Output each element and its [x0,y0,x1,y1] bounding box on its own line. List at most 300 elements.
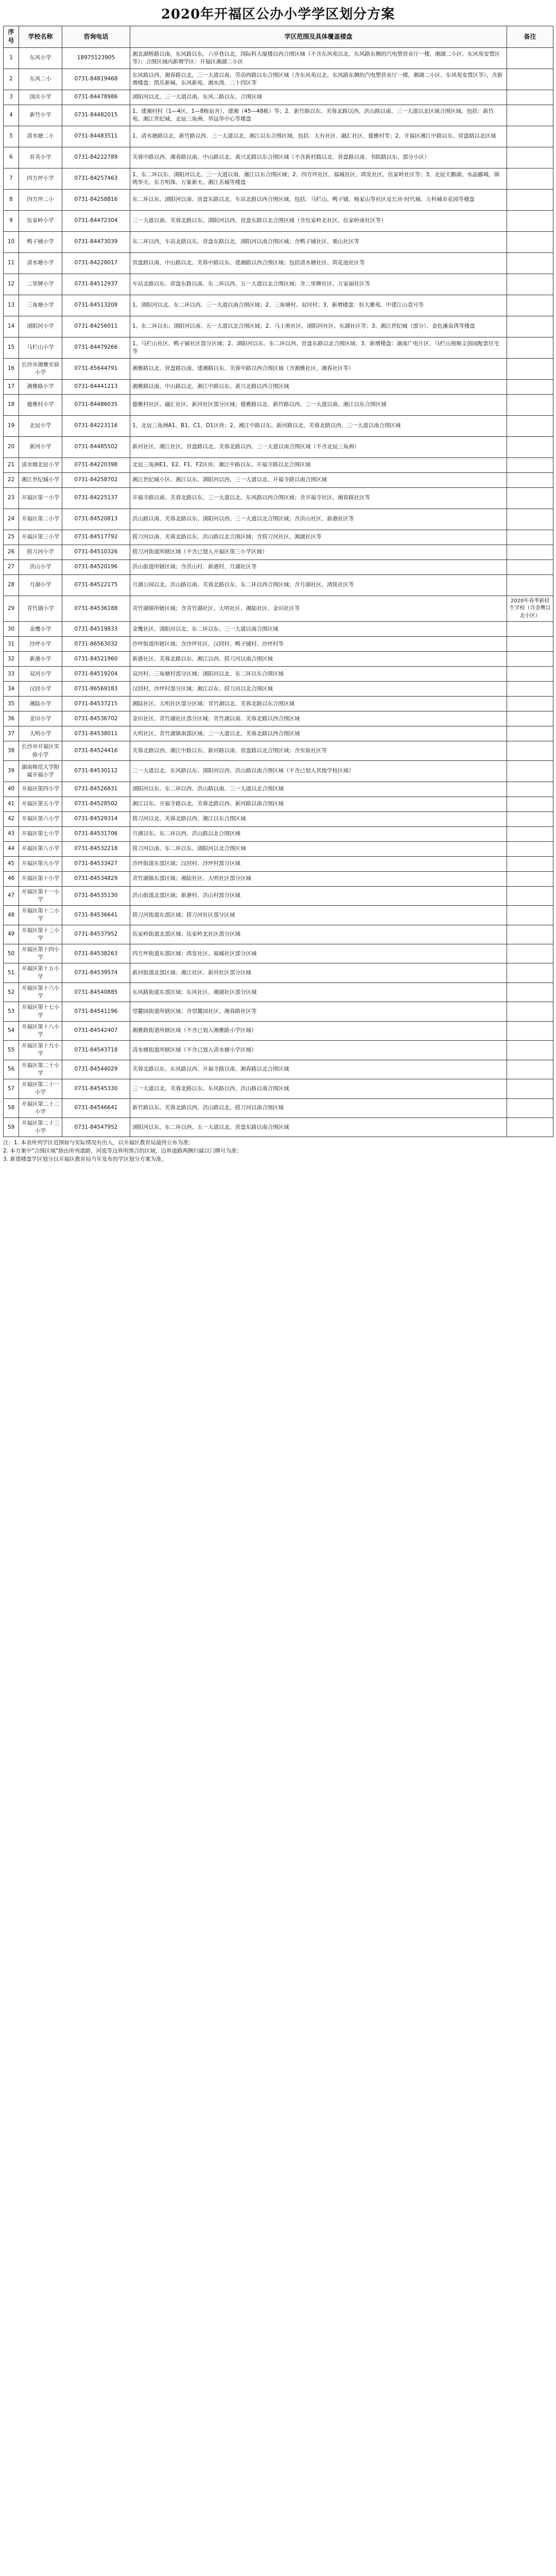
cell-school-name: 湘江世纪城小学 [19,472,62,487]
cell-no: 31 [4,637,19,652]
cell-school-name: 开福区第五小学 [19,796,62,811]
cell-note [507,47,553,69]
table-row [4,47,553,69]
cell-note [507,436,553,457]
cell-phone: 0731-84819468 [62,69,130,90]
cell-note [507,105,553,126]
cell-school-name: 鸭子铺小学 [19,231,62,252]
cell-note [507,622,553,637]
cell-school-name: 东风小学 [19,47,62,69]
cell-no: 32 [4,652,19,667]
table-row [4,726,553,741]
cell-no: 4 [4,105,19,126]
cell-district-area: 1、东二环以东、浏阳河以北、三一大道以南、湘江以东合围区域；2、四方坪社区、福城社区、鸿发社区、伍家岭社区等；3、北辰天鹅湖、水晶郦城、锦绣华天、东方明珠、万象新天、湘江名城等楼盘 [130,168,507,189]
cell-school-name: 新港小学 [19,652,62,667]
table-row [4,782,553,796]
cell-district-area: 1、清水塘路以北、新竹路以西、三一大道以北、湘江以东合围区域，包括：大有社区、融汇社区、德雅村等；2、开福区湘江中路以东、营盘路以北区域 [130,126,507,147]
school-district-table [3,26,553,1137]
cell-no: 3 [4,90,19,105]
cell-school-name: 青竹湖小学 [19,596,62,622]
cell-no: 12 [4,274,19,295]
cell-phone: 0731-84544029 [62,1060,130,1079]
cell-phone: 0731-84513208 [62,295,130,316]
cell-phone: 0731-84533427 [62,856,130,871]
cell-note [507,711,553,726]
cell-district-area: 湘江世纪城小区、湘江以东、浏阳河以西、三一大道以北、开福寺路以南合围区域 [130,472,507,487]
cell-no: 5 [4,126,19,147]
header-name: 学校名称 [19,26,62,48]
cell-note [507,560,553,574]
cell-district-area: 东风路以西，湘春路以北，三一大道以南，劳动西路以东合围区域（含东风苑以北、东风路东侧的汽电塑营业厅一楼，湘湖二小区、东风苑安置区等），含新增楼盘：凯乐新城、东风新苑、湘水湾、二十四区等 [130,69,507,90]
cell-no: 9 [4,210,19,231]
table-row [4,637,553,652]
cell-no: 43 [4,826,19,841]
cell-school-name: 四方坪二小 [19,189,62,210]
cell-no: 33 [4,667,19,682]
cell-school-name: 二里牌小学 [19,274,62,295]
cell-school-name: 开福区第十二小学 [19,906,62,925]
table-row [4,509,553,530]
cell-district-area: 大明社区、青竹湖镇南部区域；三一大道以北、芙蓉北路以西合围区域 [130,726,507,741]
cell-school-name: 开福区第三小学 [19,530,62,545]
cell-phone: 0731-84441213 [62,379,130,394]
cell-no: 1 [4,47,19,69]
cell-phone: 0731-84538011 [62,726,130,741]
cell-phone: 0731-84486035 [62,394,130,415]
table-row [4,105,553,126]
cell-phone: 0731-84256011 [62,316,130,337]
cell-school-name: 开福区第十八小学 [19,1021,62,1040]
cell-district-area: 青竹湖镇所辖区域；含青竹湖社区、大明社区、湘陆社区、金田社区等 [130,596,507,622]
cell-phone: 0731-84524416 [62,741,130,760]
cell-district-area: 湘雅路以北、营盘路以南、建湘路以东、芙蓉中路以西合围区域（含湘雅社区、湘春社区等） [130,358,507,379]
cell-district-area: 东二环以东、浏阳河以南、营盘东路以北、车站北路以西合围区域，包括：马栏山、鸭子铺、杨家山等社区及长房·时代城、万科城市花园等楼盘 [130,189,507,210]
cell-no: 2 [4,69,19,90]
cell-note [507,697,553,711]
cell-note [507,1098,553,1117]
cell-no: 18 [4,394,19,415]
cell-note [507,487,553,509]
cell-no: 8 [4,189,19,210]
cell-note [507,796,553,811]
table-row [4,436,553,457]
document-page [3,3,553,1164]
cell-school-name: 清水塘小学 [19,252,62,274]
cell-note [507,826,553,841]
footer-note-line: 3. 新建楼盘学区划分以开福区教育局当年发布的学区划分方案为准。 [3,1156,167,1162]
cell-phone: 0731-84510326 [62,545,130,560]
cell-no: 50 [4,944,19,963]
footer-note-line: 2. 本方案中"合围区域"指由所列道路、河流等边界所围合的区域，边界道路两侧归属以门牌号为准； [3,1148,242,1155]
table-row [4,126,553,147]
cell-no: 54 [4,1021,19,1040]
cell-district-area: 四方坪街道东部区域；鸿发社区、福城社区部分区域 [130,944,507,963]
cell-school-name: 洪山小学 [19,560,62,574]
cell-school-name: 开福区第十小学 [19,871,62,886]
cell-phone: 0731-86569183 [62,682,130,697]
cell-note [507,316,553,337]
page-title: 2020年开福区公办小学学区划分方案 [161,7,395,22]
cell-phone: 0731-84537215 [62,697,130,711]
table-row [4,69,553,90]
cell-phone: 0731-84543718 [62,1041,130,1060]
cell-no: 15 [4,337,19,358]
cell-school-name: 三角塘小学 [19,295,62,316]
table-row [4,886,553,905]
cell-school-name: 湖南师范大学附属开福小学 [19,760,62,782]
cell-note [507,1002,553,1021]
cell-school-name: 开福区第二十三小学 [19,1117,62,1137]
cell-school-name: 新竹小学 [19,105,62,126]
table-row [4,189,553,210]
cell-district-area: 伍家岭街道北部区域；伍家岭北社区部分区域 [130,925,507,944]
cell-note: 2020年春季新招生学校（含金鹰以北小区） [507,596,553,622]
cell-note [507,274,553,295]
cell-note [507,530,553,545]
cell-district-area: 清水塘街道所辖区域（不含已划入清水塘小学区域） [130,1041,507,1060]
cell-phone: 0731-84222789 [62,147,130,168]
table-row [4,796,553,811]
cell-phone: 0731-84478986 [62,90,130,105]
cell-phone: 0731-84485502 [62,436,130,457]
cell-district-area: 新河街道北部区域；湘江社区、新河社区部分区域 [130,963,507,982]
cell-phone: 0731-84546641 [62,1098,130,1117]
cell-note [507,637,553,652]
cell-district-area: 1、东二环以东、浏阳河以南、五一大道以北合围区域；2、马王堆社区、浏阳河社区、东湖社区等；3、湘江世纪城（部分）、金色溪泉湾等楼盘 [130,316,507,337]
cell-district-area: 望麓园街道所辖区域；含望麓园社区、湘春路社区等 [130,1002,507,1021]
cell-phone: 0731-84517792 [62,530,130,545]
table-row [4,415,553,436]
cell-no: 19 [4,415,19,436]
cell-note [507,574,553,596]
cell-no: 14 [4,316,19,337]
cell-no: 26 [4,545,19,560]
cell-school-name: 东风二小 [19,69,62,90]
cell-note [507,358,553,379]
cell-phone: 0731-84223116 [62,415,130,436]
cell-note [507,652,553,667]
table-row [4,622,553,637]
cell-no: 42 [4,811,19,826]
cell-no: 16 [4,358,19,379]
cell-district-area: 营盘路以南、中山路以北、芙蓉中路以东、建湘路以西合围区域；包括清水塘社区、荷花池社区等 [130,252,507,274]
table-body [4,47,553,1137]
cell-district-area: 三一大道以南、芙蓉北路以东、浏阳河以西、营盘东路以北合围区域（含伍家岭北社区、伍家岭南社区等） [130,210,507,231]
table-row [4,667,553,682]
table-row [4,1002,553,1021]
cell-no: 34 [4,682,19,697]
table-row [4,596,553,622]
cell-no: 51 [4,963,19,982]
cell-phone: 0731-84536702 [62,711,130,726]
cell-phone: 0731-84225137 [62,487,130,509]
cell-note [507,982,553,1002]
cell-district-area: 捞刀河以南、芙蓉北路以东、洪山路以北合围区域；含捞刀河社区、湘湖社区等 [130,530,507,545]
table-row [4,760,553,782]
cell-phone: 18975123905 [62,47,130,69]
cell-phone: 0731-84473039 [62,231,130,252]
cell-note [507,741,553,760]
cell-phone: 0731-84220398 [62,457,130,472]
table-row [4,1021,553,1040]
cell-no: 21 [4,457,19,472]
cell-note [507,726,553,741]
table-row [4,252,553,274]
cell-school-name: 湘雅路小学 [19,379,62,394]
table-row [4,457,553,472]
footer-note-line: 注：1. 本表所列学区范围如与实际情况有出入，以开福区教育局最终公布为准； [3,1140,194,1146]
cell-note [507,886,553,905]
cell-district-area: 湘雅路以南、中山路以北、湘江中路以东、黄兴北路以西合围区域 [130,379,507,394]
cell-school-name: 湘陆小学 [19,697,62,711]
cell-no: 7 [4,168,19,189]
table-row [4,944,553,963]
cell-no: 44 [4,841,19,856]
cell-note [507,782,553,796]
cell-note [507,415,553,436]
cell-phone: 0731-84530112 [62,760,130,782]
footer-notes [3,1139,553,1163]
cell-no: 39 [4,760,19,782]
cell-school-name: 开福区第九小学 [19,856,62,871]
cell-phone: 0731-84519204 [62,667,130,682]
cell-school-name: 新河小学 [19,436,62,457]
table-row [4,682,553,697]
cell-district-area: 1、建湘村村（1—4区、1—8栋宿舍）、建湘（45—48栋）等；2、新竹路以东、芙蓉北路以西、洪山路以南、三一大道以北区域合围区域，包括：新竹苑、湘江世纪城、北辰三角洲、华远华中心等楼盘 [130,105,507,126]
table-row [4,472,553,487]
cell-phone: 0731-84479266 [62,337,130,358]
cell-note [507,457,553,472]
cell-district-area: 湘江以东、开福寺路以北、芙蓉北路以西、新河路以南合围区域 [130,796,507,811]
cell-district-area: 新竹路以东、芙蓉北路以西、洪山路以北、捞刀河以南合围区域 [130,1098,507,1117]
cell-note [507,760,553,782]
cell-school-name: 育英小学 [19,147,62,168]
cell-school-name: 清水塘二小 [19,126,62,147]
cell-district-area: 金鹰社区、浏阳河以北、东二环以东、三一大道以南合围区域 [130,622,507,637]
cell-note [507,841,553,856]
cell-district-area: 北辰三角洲E1、E2、F1、F2区块；湘江中路以东、开福寺路以北合围区域 [130,457,507,472]
cell-district-area: 芙蓉中路以西、湘春路以南、中山路以北、黄兴北路以东合围区域（不含新村路以北、营盘路以南、书院路以东、部分小区） [130,147,507,168]
table-row [4,168,553,189]
table-row [4,358,553,379]
cell-note [507,472,553,487]
cell-school-name: 开福区第十七小学 [19,1002,62,1021]
cell-no: 25 [4,530,19,545]
cell-school-name: 沙坪小学 [19,637,62,652]
cell-phone: 0731-84536188 [62,596,130,622]
cell-district-area: 金田社区、青竹湖社区部分区域；青竹湖以南、芙蓉北路以西合围区域 [130,711,507,726]
cell-no: 47 [4,886,19,905]
cell-phone: 0731-84521960 [62,652,130,667]
cell-phone: 0731-84257463 [62,168,130,189]
cell-school-name: 开福区第七小学 [19,826,62,841]
table-row [4,1060,553,1079]
cell-note [507,1079,553,1098]
cell-school-name: 开福区第八小学 [19,841,62,856]
cell-phone: 0731-84534829 [62,871,130,886]
cell-district-area: 1、浏阳河以北、东二环以西、三一大道以南合围区域；2、三角塘村、双河村；3、新增楼盘：恒大雅苑、中建江山壹号等 [130,295,507,316]
table-row [4,574,553,596]
cell-no: 30 [4,622,19,637]
cell-no: 41 [4,796,19,811]
cell-note [507,856,553,871]
table-row [4,711,553,726]
table-row [4,545,553,560]
cell-district-area: 三一大道以北、东风路以东、浏阳河以西、洪山路以南合围区域（不含已划入其他学校区域） [130,760,507,782]
cell-district-area: 月湖以东、东二环以西、洪山路以北合围区域 [130,826,507,841]
cell-phone: 0731-84512937 [62,274,130,295]
cell-district-area: 芙蓉北路以西、湘江中路以东、新河路以南、营盘路以北合围区域；含实验社区等 [130,741,507,760]
cell-district-area: 湘北湖桥路以南，东风路以东，六亭巷以北，国际科大厦楼以西合围区域（不含东风苑以北、东风路东侧的汽电塑营业厅一楼，湘湖二小区、东风苑安置区等）；合围区域内新增学区：开福区湘湖二小区 [130,47,507,69]
cell-school-name: 开福区第二十一小学 [19,1079,62,1098]
table-row [4,274,553,295]
cell-note [507,811,553,826]
cell-phone: 0731-84520196 [62,560,130,574]
cell-note [507,1060,553,1079]
cell-no: 38 [4,741,19,760]
cell-district-area: 青竹湖镇东部区域；湘陆社区、大明社区部分区域 [130,871,507,886]
table-row [4,982,553,1002]
header-area: 学区范围及具体覆盖楼盘 [130,26,507,48]
table-row [4,811,553,826]
table-row [4,841,553,856]
cell-note [507,963,553,982]
cell-phone: 0731-84483511 [62,126,130,147]
cell-school-name: 浏阳河小学 [19,316,62,337]
cell-phone: 0731-84535130 [62,886,130,905]
table-row [4,741,553,760]
cell-note [507,189,553,210]
cell-school-name: 四方坪小学 [19,168,62,189]
cell-phone: 0731-84538263 [62,944,130,963]
cell-phone: 0731-84529314 [62,811,130,826]
cell-phone: 0731-84258702 [62,472,130,487]
table-row [4,295,553,316]
cell-no: 57 [4,1079,19,1098]
cell-no: 11 [4,252,19,274]
cell-phone: 0731-84547952 [62,1117,130,1137]
table-row [4,337,553,358]
cell-no: 36 [4,711,19,726]
cell-note [507,871,553,886]
cell-district-area: 东二环以西，车站北路以东，营盘东路以北，浏阳河以南合围区域；含鸭子铺社区、栗山社区等 [130,231,507,252]
cell-note [507,337,553,358]
cell-district-area: 洪山街道北部区域；新港村、洪山村部分区域 [130,886,507,905]
cell-no: 24 [4,509,19,530]
cell-district-area: 沙坪街道所辖区域；含沙坪社区、汉回村、鸭子铺村、沙坪村等 [130,637,507,652]
cell-phone: 0731-84482015 [62,105,130,126]
cell-district-area: 捞刀河以北、芙蓉北路以西、湘江以东合围区域 [130,811,507,826]
table-row [4,1098,553,1117]
cell-note [507,252,553,274]
cell-district-area: 捞刀河以南、东二环以东、浏阳河以北合围区域 [130,841,507,856]
cell-phone: 0731-84258816 [62,189,130,210]
cell-note [507,667,553,682]
cell-school-name: 开福区第十一小学 [19,886,62,905]
header-phone: 咨询电话 [62,26,130,48]
cell-school-name: 开福区第十六小学 [19,982,62,1002]
table-row [4,871,553,886]
cell-district-area: 三一大道以北、芙蓉北路以东、东风路以西、洪山路以南合围区域 [130,1079,507,1098]
cell-district-area: 洪山街道所辖区域；含洪山村、新港村、月湖社区等 [130,560,507,574]
cell-no: 20 [4,436,19,457]
cell-no: 46 [4,871,19,886]
cell-district-area: 沙坪街道东部区域；汉回村、沙坪村部分区域 [130,856,507,871]
cell-school-name: 开福区第十九小学 [19,1041,62,1060]
table-row [4,231,553,252]
table-row [4,560,553,574]
cell-district-area: 汉回村、沙坪村部分区域；湘江以东、捞刀河以北合围区域 [130,682,507,697]
cell-school-name: 大明小学 [19,726,62,741]
cell-school-name: 开福区第二十二小学 [19,1098,62,1117]
cell-phone: 0731-84228017 [62,252,130,274]
cell-note [507,379,553,394]
cell-note [507,168,553,189]
cell-district-area: 德雅村社区、融汇社区、新河社区部分区域；德雅路以北、新竹路以西、三一大道以南、湘江以东合围区域 [130,394,507,415]
cell-district-area: 月湖公园以北、洪山路以南、芙蓉北路以东、东二环以西合围区域；含月湖社区、鸿铭社区等 [130,574,507,596]
cell-district-area: 芙蓉北路以东、东风路以西、开福寺路以南、湘春路以北合围区域 [130,1060,507,1079]
cell-note [507,147,553,168]
cell-no: 27 [4,560,19,574]
cell-school-name: 开福区第六小学 [19,811,62,826]
cell-school-name: 伍家岭小学 [19,210,62,231]
cell-note [507,295,553,316]
cell-no: 23 [4,487,19,509]
cell-district-area: 浏阳河以东、东二环以西、五一大道以北、营盘东路以南合围区域 [130,1117,507,1137]
table-row [4,697,553,711]
cell-district-area: 洪山路以南、芙蓉北路以东、浏阳河以西、三一大道以北合围区域；含洪山社区、新港社区等 [130,509,507,530]
table-row [4,530,553,545]
table-header-row [4,26,553,48]
cell-district-area: 开福寺路以南、芙蓉北路以东、三一大道以北、东风路以西合围区域；含开福寺社区、湘春路社区等 [130,487,507,509]
cell-district-area: 捞刀河街道所辖区域（不含已划入开福区第三小学区域） [130,545,507,560]
cell-school-name: 开福区第十五小学 [19,963,62,982]
cell-phone: 0731-84526831 [62,782,130,796]
cell-note [507,69,553,90]
table-row [4,147,553,168]
cell-district-area: 1、马栏山社区、鸭子铺社区部分区域；2、浏阳河以东、东二环以西、营盘东路以北合围区域；3、新增楼盘：湖南广电片区、马栏山视频文创园配套住宅等 [130,337,507,358]
cell-school-name: 金鹰小学 [19,622,62,637]
cell-note [507,545,553,560]
cell-school-name: 长沙市湘雅实验小学 [19,358,62,379]
cell-note [507,394,553,415]
cell-note [507,231,553,252]
cell-school-name: 双河小学 [19,667,62,682]
cell-no: 59 [4,1117,19,1137]
cell-school-name: 国庆小学 [19,90,62,105]
cell-district-area: 浏阳河以北，三一大道以南，东风二路以东，合围区域 [130,90,507,105]
cell-phone: 0731-86563032 [62,637,130,652]
cell-district-area: 湘陆社区、大明社区部分区域；青竹湖以北、芙蓉北路以东合围区域 [130,697,507,711]
cell-no: 56 [4,1060,19,1079]
cell-school-name: 金田小学 [19,711,62,726]
cell-school-name: 马栏山小学 [19,337,62,358]
cell-school-name: 月湖小学 [19,574,62,596]
cell-note [507,90,553,105]
cell-district-area: 车站北路以东、营盘东路以南、东二环以西、五一大道以北合围区域；含二里牌社区、万家丽社区等 [130,274,507,295]
cell-phone: 0731-84537952 [62,925,130,944]
table-row [4,1117,553,1137]
cell-phone: 0731-84528502 [62,796,130,811]
cell-school-name: 德雅村小学 [19,394,62,415]
cell-school-name: 开福区第二小学 [19,509,62,530]
cell-note [507,1117,553,1137]
cell-note [507,126,553,147]
cell-school-name: 开福区第十三小学 [19,925,62,944]
table-row [4,90,553,105]
cell-district-area: 新港社区、芙蓉北路以东、湘江以西、捞刀河以南合围区域 [130,652,507,667]
table-row [4,925,553,944]
